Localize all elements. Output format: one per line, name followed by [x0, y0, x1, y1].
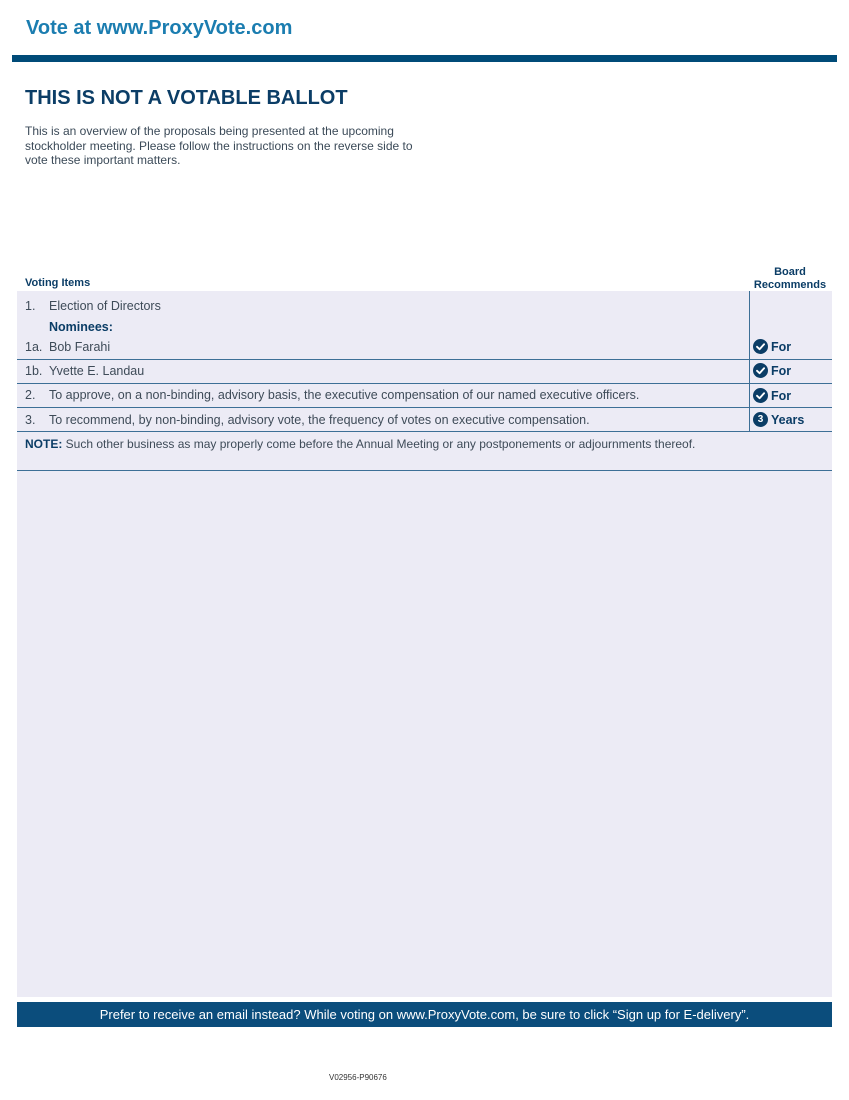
edelivery-text: Prefer to receive an email instead? While voting on www.ProxyVote.com, be sure to click “Sign up for E-delivery”. [99, 1007, 750, 1022]
row-divider [17, 383, 832, 384]
row-divider [17, 431, 832, 432]
header-divider [12, 55, 837, 62]
note-body: Such other business as may properly come before the Annual Meeting or any postponements or adjournments thereof. [62, 437, 696, 451]
recommendation-1b [753, 363, 791, 378]
recommendation-label: For [771, 339, 792, 354]
recommendation-label: For [771, 388, 792, 403]
item-text: Yvette E. Landau [49, 364, 145, 378]
item-text: Election of Directors [49, 299, 161, 313]
row-divider [17, 407, 832, 408]
board-recommends-header: Board Recommends [753, 266, 827, 291]
check-circle-icon [753, 339, 768, 354]
recommendation-1a [753, 339, 791, 354]
item-text: To recommend, by non-binding, advisory vote, the frequency of votes on executive compensation. [49, 413, 590, 427]
voting-items-header: Voting Items [25, 277, 91, 289]
recommendation-2 [753, 388, 791, 403]
note-text [25, 438, 747, 451]
item-number: 3. [25, 413, 36, 427]
number-circle-icon: 3 [753, 412, 768, 427]
item-text: Bob Farahi [49, 340, 111, 354]
item-number: 1a. [25, 340, 43, 354]
nominees-label: Nominees: [49, 320, 113, 334]
proxyvote-link[interactable]: Vote at www.ProxyVote.com [26, 17, 293, 39]
check-circle-icon [753, 388, 768, 403]
item-text: To approve, on a non-binding, advisory basis, the executive compensation of our named executive officers. [49, 388, 640, 402]
intro-text: This is an overview of the proposals being presented at the upcoming stockholder meeting. Please follow the instructions on the reverse side to vote these important matters. [25, 124, 413, 167]
check-circle-icon [753, 363, 768, 378]
item-number: 1b. [25, 364, 43, 378]
recommendation-3 [753, 412, 804, 427]
recommendation-label: For [771, 363, 792, 378]
item-number: 1. [25, 299, 36, 313]
table-bottom-rule [17, 470, 832, 471]
page-title: THIS IS NOT A VOTABLE BALLOT [25, 87, 348, 109]
document-code: V02956-P90676 [329, 1073, 387, 1082]
column-divider [749, 291, 750, 431]
item-number: 2. [25, 388, 36, 402]
recommendation-label: Years [771, 412, 805, 427]
edelivery-banner [17, 1002, 832, 1027]
note-label: NOTE: [25, 437, 63, 451]
row-divider [17, 359, 832, 360]
